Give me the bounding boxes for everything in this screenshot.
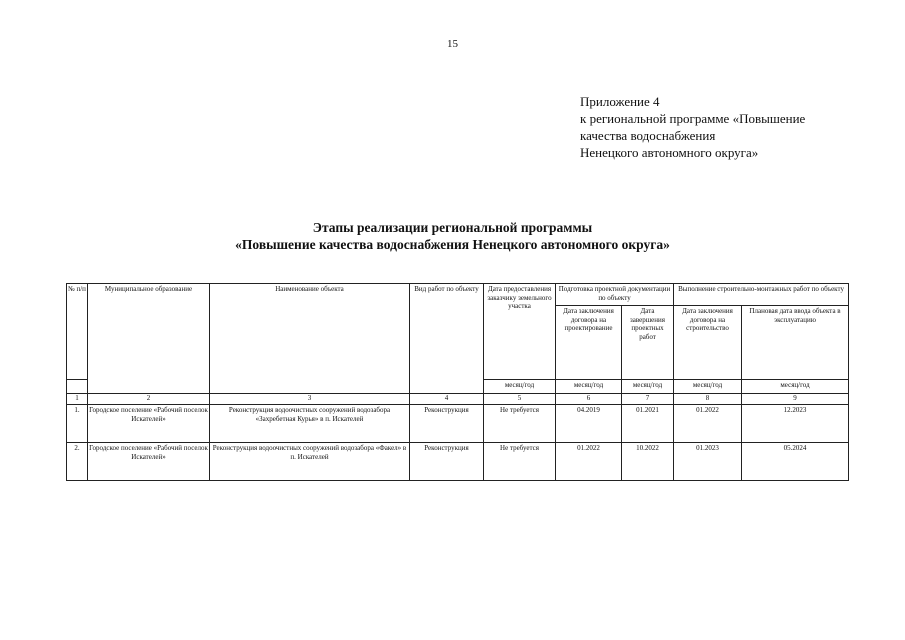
row-municipality: Городское поселение «Рабочий поселок Искателей» <box>88 405 210 443</box>
row-num: 2. <box>67 443 88 481</box>
appendix-line-3: качества водоснабжения <box>580 128 716 143</box>
unit-design-completion: месяц/год <box>622 380 674 394</box>
column-number: 5 <box>484 394 556 405</box>
column-number: 9 <box>742 394 849 405</box>
appendix-line-4: Ненецкого автономного округа» <box>580 145 759 160</box>
units-num-empty <box>67 380 88 394</box>
column-number: 6 <box>556 394 622 405</box>
row-commissioning: 12.2023 <box>742 405 849 443</box>
row-commissioning: 05.2024 <box>742 443 849 481</box>
header-design-completion: Дата завершения проектных работ <box>622 306 674 380</box>
header-municipality: Муниципальное образование <box>88 284 210 394</box>
row-design-contract: 01.2022 <box>556 443 622 481</box>
title-line-2: «Повышение качества водоснабжения Ненецкого автономного округа» <box>235 237 670 252</box>
column-number: 8 <box>674 394 742 405</box>
row-work-type: Реконструкция <box>410 443 484 481</box>
unit-design-contract: месяц/год <box>556 380 622 394</box>
row-object-name: Реконструкция водоочистных сооружений водозабора «Захребетная Курья» в п. Искателей <box>210 405 410 443</box>
row-construction-contract: 01.2023 <box>674 443 742 481</box>
unit-construction-contract: месяц/год <box>674 380 742 394</box>
header-object-name: Наименование объекта <box>210 284 410 394</box>
appendix-note <box>580 93 805 161</box>
header-design-group: Подготовка проектной документации по объекту <box>556 284 674 306</box>
header-land-date: Дата предоставления заказчику земельного участка <box>484 284 556 380</box>
header-num: № п/п <box>67 284 88 380</box>
row-construction-contract: 01.2022 <box>674 405 742 443</box>
header-commissioning: Плановая дата ввода объекта в эксплуатацию <box>742 306 849 380</box>
header-row-1 <box>67 284 849 306</box>
title-line-1: Этапы реализации региональной программы <box>312 220 593 235</box>
document-title <box>0 219 905 253</box>
row-num: 1. <box>67 405 88 443</box>
row-design-completion: 10.2022 <box>622 443 674 481</box>
table-row <box>67 405 849 443</box>
appendix-line-1: Приложение 4 <box>580 94 660 109</box>
column-number: 1 <box>67 394 88 405</box>
stages-table <box>66 283 849 481</box>
unit-land-date: месяц/год <box>484 380 556 394</box>
page-number: 15 <box>447 38 458 50</box>
row-land-date: Не требуется <box>484 443 556 481</box>
header-construction-contract: Дата заключения договора на строительство <box>674 306 742 380</box>
unit-commissioning: месяц/год <box>742 380 849 394</box>
row-work-type: Реконструкция <box>410 405 484 443</box>
column-number: 3 <box>210 394 410 405</box>
table-row <box>67 443 849 481</box>
header-construction-group: Выполнение строительно-монтажных работ по объекту <box>674 284 849 306</box>
row-design-completion: 01.2021 <box>622 405 674 443</box>
row-municipality: Городское поселение «Рабочий поселок Искателей» <box>88 443 210 481</box>
row-object-name: Реконструкция водоочистных сооружений водозабора «Факел» в п. Искателей <box>210 443 410 481</box>
row-land-date: Не требуется <box>484 405 556 443</box>
header-design-contract: Дата заключения договора на проектирование <box>556 306 622 380</box>
header-work-type: Вид работ по объекту <box>410 284 484 394</box>
column-number: 7 <box>622 394 674 405</box>
column-number: 2 <box>88 394 210 405</box>
column-number: 4 <box>410 394 484 405</box>
appendix-line-2: к региональной программе «Повышение <box>580 111 806 126</box>
column-numbers-row <box>67 394 849 405</box>
row-design-contract: 04.2019 <box>556 405 622 443</box>
